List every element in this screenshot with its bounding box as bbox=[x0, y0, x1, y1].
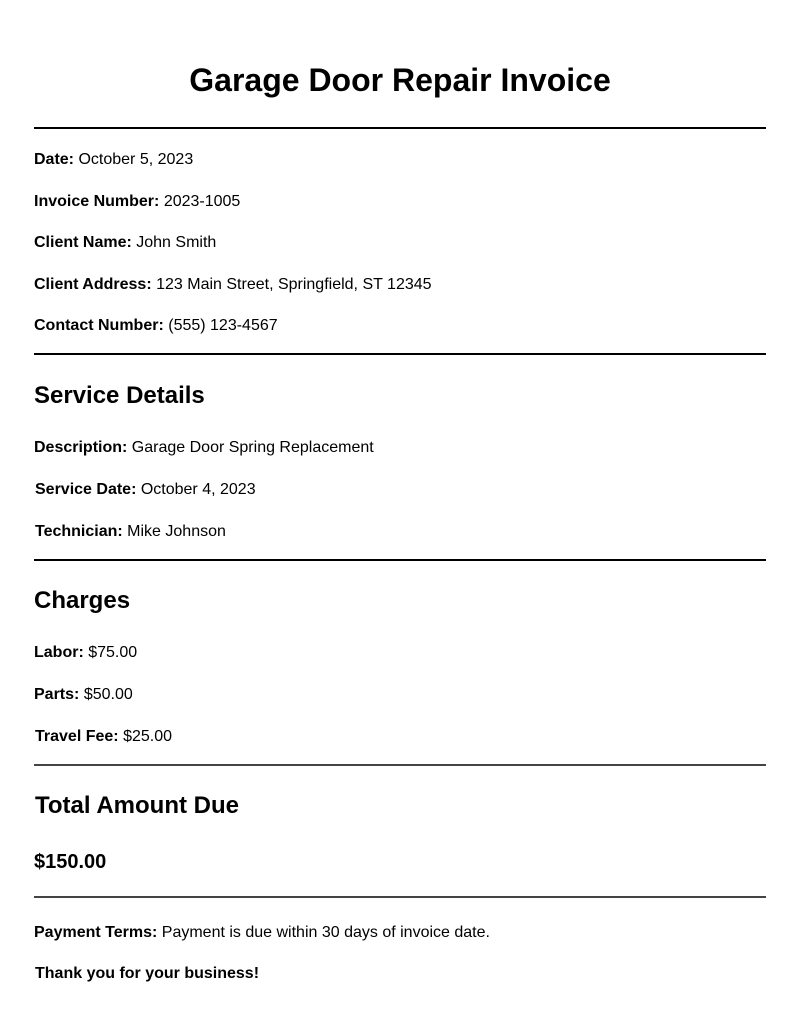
payment-terms-label: Payment Terms: bbox=[34, 924, 158, 941]
date-value: October 5, 2023 bbox=[78, 151, 194, 168]
thank-you-note: Thank you for your business! bbox=[35, 965, 260, 982]
client-name-label: Client Name: bbox=[34, 234, 132, 251]
service-date-value: October 4, 2023 bbox=[140, 481, 256, 498]
travel-fee-line bbox=[35, 727, 172, 747]
client-name-value: John Smith bbox=[136, 234, 217, 251]
service-date-line bbox=[35, 480, 256, 500]
service-details-heading: Service Details bbox=[34, 382, 205, 409]
description-label: Description: bbox=[34, 439, 128, 456]
labor-value: $75.00 bbox=[88, 644, 138, 661]
contact-number-label: Contact Number: bbox=[34, 317, 164, 334]
client-address-value: 123 Main Street, Springfield, ST 12345 bbox=[156, 276, 432, 293]
invoice-number-line bbox=[34, 192, 240, 212]
description-line bbox=[34, 438, 374, 458]
divider-top bbox=[34, 127, 766, 129]
date-label: Date: bbox=[34, 151, 75, 168]
description-value: Garage Door Spring Replacement bbox=[131, 439, 374, 456]
service-date-label: Service Date: bbox=[35, 481, 137, 498]
invoice-number-value: 2023-1005 bbox=[163, 193, 241, 210]
travel-fee-label: Travel Fee: bbox=[35, 728, 119, 745]
parts-line bbox=[34, 685, 133, 705]
divider-total bbox=[34, 896, 766, 898]
technician-value: Mike Johnson bbox=[127, 523, 226, 540]
divider-charges bbox=[34, 764, 766, 766]
divider-info bbox=[34, 353, 766, 355]
parts-label: Parts: bbox=[34, 686, 80, 703]
contact-number-line bbox=[34, 316, 278, 336]
technician-label: Technician: bbox=[35, 523, 123, 540]
client-address-label: Client Address: bbox=[34, 276, 152, 293]
labor-line bbox=[34, 643, 137, 663]
travel-fee-value: $25.00 bbox=[123, 728, 172, 745]
client-address-line bbox=[34, 275, 432, 295]
date-line bbox=[34, 150, 193, 170]
invoice-number-label: Invoice Number: bbox=[34, 193, 160, 210]
total-heading: Total Amount Due bbox=[35, 792, 239, 819]
client-name-line bbox=[34, 233, 216, 253]
payment-terms-line bbox=[34, 923, 490, 943]
payment-terms-value: Payment is due within 30 days of invoice date. bbox=[161, 924, 490, 941]
parts-value: $50.00 bbox=[83, 686, 133, 703]
divider-service bbox=[34, 559, 766, 561]
total-amount: $150.00 bbox=[34, 851, 107, 873]
technician-line bbox=[35, 522, 226, 542]
charges-heading: Charges bbox=[34, 587, 131, 614]
contact-number-value: (555) 123-4567 bbox=[168, 317, 278, 334]
labor-label: Labor: bbox=[34, 644, 84, 661]
invoice-title: Garage Door Repair Invoice bbox=[189, 62, 611, 98]
